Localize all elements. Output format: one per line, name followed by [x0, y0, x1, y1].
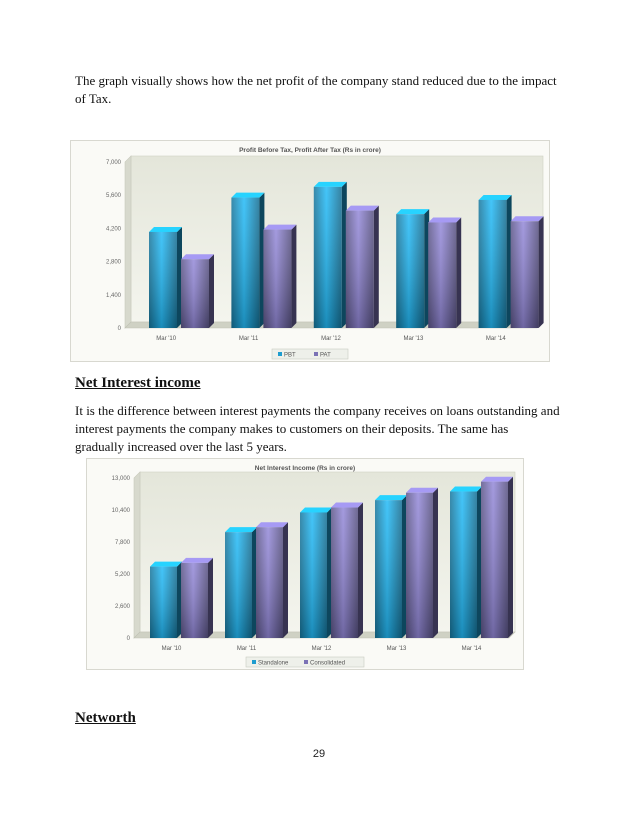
net-interest-income-heading: Net Interest income	[75, 375, 201, 391]
plot-side-wall	[134, 472, 140, 638]
x-tick-label: Mar '11	[238, 336, 259, 342]
x-tick-label: Mar '14	[461, 646, 482, 652]
legend-swatch	[304, 660, 308, 664]
bar-pat-4	[511, 216, 544, 328]
chart-legend	[246, 657, 364, 667]
bar-pbt-2	[314, 182, 347, 328]
y-tick-label: 1,400	[105, 292, 121, 299]
chart-svg	[86, 458, 524, 670]
bar-consolidated-1	[256, 522, 288, 638]
bar-standalone-0	[150, 562, 182, 638]
intro-paragraph: The graph visually shows how the net profit of the company stand reduced due to the impact of Tax.	[75, 73, 557, 106]
bar-consolidated-4	[481, 477, 513, 638]
bar-consolidated-0	[181, 558, 213, 638]
y-tick-label: 10,400	[111, 508, 130, 514]
bar-standalone-2	[300, 507, 332, 638]
bar-consolidated-3	[406, 488, 438, 638]
x-tick-label: Mar '13	[386, 646, 407, 652]
x-tick-label: Mar '12	[321, 336, 341, 342]
y-tick-label: 7,000	[105, 160, 121, 166]
y-tick-label: 2,600	[114, 604, 130, 610]
x-tick-label: Mar '13	[403, 336, 424, 342]
y-tick-label: 2,800	[105, 259, 121, 266]
bar-standalone-4	[450, 487, 482, 638]
y-tick-label: 7,800	[114, 540, 130, 546]
y-tick-label: 0	[117, 326, 121, 332]
y-tick-label: 4,200	[105, 226, 121, 233]
legend-swatch	[252, 660, 256, 664]
legend-label: PBT	[284, 352, 296, 359]
page-number: 29	[312, 748, 326, 760]
chart-svg	[70, 140, 550, 362]
bar-pbt-4	[479, 195, 512, 328]
plot-side-wall	[125, 156, 131, 328]
chart-title: Profit Before Tax, Profit After Tax (Rs in crore)	[239, 147, 381, 154]
bar-consolidated-2	[331, 503, 363, 638]
legend-swatch	[278, 352, 282, 356]
chart-title: Net Interest Income (Rs in crore)	[254, 465, 356, 472]
profit-chart	[70, 140, 550, 362]
y-tick-label: 5,600	[105, 193, 121, 200]
bar-pbt-1	[231, 193, 264, 328]
bar-pat-0	[181, 254, 214, 328]
x-tick-label: Mar '14	[485, 336, 506, 342]
net-interest-income-paragraph: It is the difference between interest payments the company receives on loans outstanding and interest payments the company makes to customers on their deposits. The same has gradually increased over the last 5 years.	[75, 403, 560, 454]
net-interest-income-chart	[86, 458, 524, 670]
legend-label: PAT	[320, 352, 331, 359]
bar-pat-1	[263, 225, 296, 328]
legend-label: Standalone	[258, 660, 289, 667]
x-tick-label: Mar '11	[236, 646, 257, 652]
networth-heading: Networth	[75, 710, 136, 726]
y-tick-label: 5,200	[114, 572, 130, 578]
bar-pbt-3	[396, 209, 429, 328]
x-tick-label: Mar '12	[311, 646, 332, 652]
bar-standalone-1	[225, 527, 257, 638]
chart-legend	[272, 349, 348, 359]
y-tick-label: 0	[126, 636, 130, 642]
legend-swatch	[314, 352, 318, 356]
x-tick-label: Mar '10	[161, 646, 182, 652]
legend-label: Consolidated	[310, 660, 346, 667]
bar-standalone-3	[375, 495, 407, 638]
bar-pat-3	[428, 217, 461, 328]
x-tick-label: Mar '10	[156, 336, 177, 342]
bar-pbt-0	[149, 227, 182, 328]
bar-pat-2	[346, 206, 379, 328]
y-tick-label: 13,000	[111, 476, 130, 482]
